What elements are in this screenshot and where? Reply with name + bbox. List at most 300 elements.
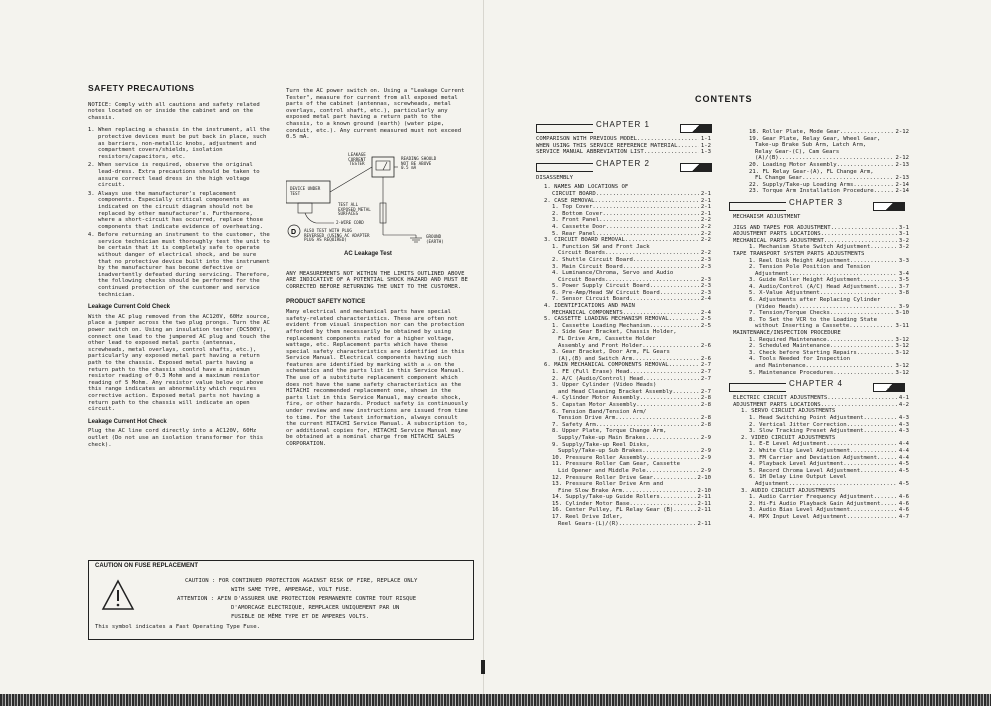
toc-leader-dots [864, 428, 897, 435]
toc-leader-dots [673, 389, 699, 396]
toc-entry-title: and Maintenance [755, 363, 806, 369]
toc-leader-dots [673, 507, 695, 514]
toc-entry [733, 448, 909, 455]
toc-page-number: 2-14 [895, 181, 909, 188]
toc-entry [536, 257, 711, 264]
toc-page-number: 2-5 [700, 316, 711, 323]
toc-entry-title: 2. Scheduled Maintenance [749, 343, 830, 350]
chapter-word: CHAPTER [789, 379, 835, 389]
toc-entry [733, 350, 909, 357]
toc-leader-dots [837, 162, 894, 169]
safety-item-2: 2. When service is required, observe the original lead-dress. Extra precautions should be taken to assure correct lead dress in the high voltage circuit. [98, 162, 271, 188]
toc-entry [733, 408, 909, 415]
toc-entry [536, 455, 711, 462]
caution-line-3: ATTENTION : AFIN D'ASSURER UNE PROTECTION PERMANENTE CONTRE TOUT RISQUE [177, 596, 417, 602]
shock-warning: ANY MEASUREMENTS NOT WITHIN THE LIMITS OUTLINED ABOVE ARE INDICATIVE OF A POTENTIAL SHOCK HAZARD AND MUST BE CORRECTED BEFORE RETURNING THE UNIT TO THE CUSTOMER. [286, 270, 468, 290]
toc-entry [733, 277, 909, 284]
toc-entry [733, 494, 909, 501]
product-safety-title: PRODUCT SAFETY NOTICE [286, 298, 366, 305]
chapter-3-label [789, 197, 843, 207]
toc-page-number: 3-5 [898, 277, 909, 284]
toc-entry-title: Assembly and Front Holder [558, 342, 643, 349]
svg-text:D: D [291, 228, 297, 236]
toc-page-number: 2-7 [700, 369, 711, 375]
toc-entry-title: 2. CASE REMOVAL [544, 197, 595, 204]
toc-page-number: 2-9 [700, 467, 711, 474]
toc-page-number: 2-11 [697, 520, 711, 527]
toc-page-number: 3-12 [895, 349, 909, 356]
toc-page-number: 1-2 [700, 142, 711, 149]
toc-leader-dots [643, 376, 699, 383]
toc-entry-title: COMPARISON WITH PREVIOUS MODEL [536, 136, 638, 142]
toc-page-number: 4-7 [898, 513, 909, 520]
toc-leader-dots [831, 225, 897, 232]
toc-leader-dots [596, 191, 699, 198]
toc-entry-title: Adjustment [755, 480, 789, 487]
toc-entry [536, 316, 711, 323]
toc-entry-title: 19. Gear Plate, Relay Gear, Wheel Gear, [749, 135, 881, 142]
toc-entry-title: 7. Sensor Circuit Board [552, 296, 630, 303]
toc-entry-title: Adjustment [755, 270, 789, 277]
toc-entry [733, 251, 909, 258]
toc-entry [733, 188, 909, 195]
toc-leader-dots [860, 468, 897, 475]
toc-entry-title: 21. FL Relay Gear-(A), FL Change Arm, [749, 168, 874, 175]
fuse-caution-box [88, 560, 474, 640]
toc-leader-dots [605, 250, 699, 257]
toc-entry-title: 15. Cylinder Motor Base [552, 500, 630, 507]
toc-entry [536, 250, 711, 257]
cold-check-title: Leakage Current Cold Check [88, 304, 171, 311]
toc-entry-title: and Head Cleaning Bracket Assembly [558, 388, 673, 395]
toc-leader-dots [864, 415, 897, 422]
toc-entry-title: MECHANICAL COMPONENTS [552, 309, 623, 316]
toc-leader-dots [799, 304, 897, 311]
toc-page-number: 2-2 [700, 230, 711, 237]
toc-page-number: 3-1 [898, 224, 909, 231]
notice-label: NOTICE: [88, 101, 112, 108]
toc-leader-dots [660, 494, 696, 501]
toc-leader-dots [850, 258, 897, 265]
toc-entry [536, 296, 711, 303]
toc-leader-dots [632, 356, 699, 363]
toc-entry [733, 337, 909, 344]
chapter-1-banner [536, 122, 711, 133]
toc-page-number: 2-11 [697, 507, 711, 514]
toc-leader-dots [820, 290, 897, 297]
toc-entry-title: FL Drive Arm, Cassette Holder [558, 336, 656, 343]
toc-entry-title: 13. Pressure Roller Drive Arm and [552, 481, 664, 488]
toc-entry [733, 415, 909, 422]
cold-check-text: With the AC plug removed from the AC120V, 60Hz source, place a jumper across the two plug prongs. Turn the AC power switch on. Using an insulation tester (DC500V), connect one lead to the jumpered AC plug and touch the other lead to exposed metal parts (antennas, screwheads, metal overlays, control shafts, etc.), particularly any exposed metal part having a return path to the chassis. Exposed metal parts having a return path to the chassis should have a minimum resistor reading of 0.3 Mohm and a maximum resistor reading of 5 Mohm. Any resistor value below or above this range indicates an abnormality which requires corrective action. Exposed metal parts not having a return path to the chassis will indicate an open circuit. [88, 313, 270, 413]
toc-entry-title: 7. Tension/Torque Checks [749, 310, 830, 317]
toc-entry [733, 162, 909, 169]
chapter-2-heading: DISASSEMBLY [536, 174, 574, 181]
toc-entry-title: (A),(B) and Switch Arm [558, 355, 633, 362]
toc-entry [536, 395, 711, 402]
diagram-caption: AC Leakage Test [344, 250, 392, 257]
toc-page-number: 2-3 [700, 283, 711, 290]
toc-page-number: 4-3 [898, 421, 909, 428]
toc-entry [733, 441, 909, 448]
toc-leader-dots [806, 363, 894, 370]
chapter-2-label [596, 158, 650, 168]
toc-entry [733, 461, 909, 468]
toc-entry [536, 501, 711, 508]
chapter-number: 4 [837, 379, 843, 389]
toc-entry-title: Tension Drive Arm [558, 415, 616, 422]
toc-leader-dots [605, 277, 699, 284]
toc-entry-title: 6. MAIN MECHANICAL COMPONENTS REMOVAL [544, 362, 669, 369]
toc-page-number: 2-7 [700, 388, 711, 395]
chapter-word: CHAPTER [596, 120, 642, 129]
toc-page-number: 2-9 [700, 454, 711, 461]
toc-entry-title: ADJUSTMENT PARTS LOCATIONS [733, 231, 821, 238]
toc-entry-title: 1. E-E Level Adjustment [749, 441, 827, 448]
toc-entry [536, 415, 711, 422]
toc-entry-title: Reel Gears-(L)/(R) [558, 520, 619, 527]
toc-page-number: 4-5 [898, 467, 909, 474]
toc-entry-title: 11. Pressure Roller Cam Gear, Cassette [552, 461, 680, 468]
toc-page-number: 2-2 [700, 237, 711, 244]
toc-entry-title: 3. Gear Bracket, Door Arm, FL Gears [552, 349, 670, 356]
chapter-banner-bar [729, 202, 786, 211]
toc-leader-dots [874, 494, 897, 501]
toc-entry [536, 356, 711, 363]
toc-leader-dots [653, 475, 695, 482]
toc-page-number: 2-11 [697, 494, 711, 501]
toc-entry-title: 3. Audio Bias Level Adjustment [749, 507, 851, 514]
toc-page-number: 3-12 [895, 363, 909, 369]
toc-entry-title: FL Change Gear [755, 175, 803, 182]
toc-entry-title: Supply/Take-up Main Brakes [558, 434, 646, 441]
toc-leader-dots [595, 198, 699, 205]
toc-leader-dots [650, 323, 699, 330]
toc-page-number: 3-12 [895, 336, 909, 343]
toc-entry [733, 395, 909, 402]
hot-check-continued: Turn the AC power switch on. Using a "Leakage Current Tester", measure for current from all exposed metal parts of the cabinet (antennas, screwheads, metal overlays, control shaft, etc.), particularly any exposed metal part having a return path to the chassis, to a known ground (earth) (water pipe, conduit, etc.). Any current measured must not exceed 0.5 mA. [286, 88, 465, 141]
toc-leader-dots [669, 362, 699, 369]
toc-entry [536, 507, 711, 514]
toc-leader-dots [642, 448, 699, 455]
toc-leader-dots [629, 369, 698, 376]
toc-entry [536, 329, 711, 336]
toc-entry [733, 363, 909, 370]
toc-entry-title: 1. Audio Carrier Frequency Adjustment [749, 494, 874, 501]
toc-leader-dots [606, 224, 699, 231]
toc-entry [536, 435, 711, 442]
chapter-banner-bar [536, 124, 593, 133]
toc-entry [536, 382, 711, 389]
toc-page-number: 2-12 [895, 129, 909, 135]
toc-page-number: 3-3 [898, 257, 909, 264]
toc-entry [536, 448, 711, 455]
toc-entry [536, 149, 711, 156]
toc-page-number: 2-1 [700, 190, 711, 197]
toc-page-number: 2-1 [700, 210, 711, 217]
chapter-1-list [536, 136, 711, 156]
toc-leader-dots [623, 310, 699, 317]
toc-entry-title: 4. Cylinder Motor Assembly [552, 395, 640, 402]
toc-leader-dots [646, 435, 699, 442]
toc-entry-title: 1. FE (Full Erase) Head [552, 369, 630, 375]
toc-entry [536, 264, 711, 271]
toc-entry [536, 237, 711, 244]
toc-leader-dots [874, 188, 894, 195]
toc-entry [536, 290, 711, 297]
toc-entry [733, 231, 909, 238]
toc-entry-title: 23. Torque Arm Installation Procedure [749, 188, 874, 195]
toc-entry [733, 149, 909, 156]
toc-page-number: 2-2 [700, 223, 711, 230]
chapter-1-label [596, 122, 650, 129]
caution-footer: This symbol indicates a Fast Operating Type Fuse. [95, 624, 261, 630]
leakage-diagram-drawing [286, 143, 470, 263]
toc-page-number: 3-2 [898, 237, 909, 244]
toc-entry-title: 3. Main Circuit Board [552, 263, 623, 270]
toc-page-number: 3-2 [898, 244, 909, 251]
toc-entry-title: 5. X-Value Adjustment [749, 290, 820, 297]
toc-entry-title: Circuit Boards [558, 276, 606, 283]
chapter-banner-bar [729, 383, 786, 392]
toc-entry-title: 1. Required Maintenance [749, 336, 827, 343]
warning-triangle-icon [101, 579, 135, 611]
toc-entry-title: ELECTRIC CIRCUIT ADJUSTMENTS [733, 395, 828, 402]
toc-leader-dots [599, 217, 699, 224]
toc-page-number: 2-13 [895, 161, 909, 168]
toc-leader-dots [847, 514, 897, 521]
toc-entry [536, 475, 711, 482]
toc-entry-title: 3. Slow Tracking Preset Adjustment [749, 428, 864, 435]
toc-entry-title: 2. Tension Pole Position and Tension [749, 264, 871, 271]
toc-page-number: 2-10 [697, 487, 711, 494]
toc-entry [536, 303, 711, 310]
caution-line-5: FUSIBLE DE MÊME TYPE ET DE AMPERES VOLTS. [231, 614, 370, 620]
toc-entry-title: 2. Bottom Cover [552, 210, 603, 217]
toc-leader-dots [596, 422, 699, 429]
toc-leader-dots [827, 395, 897, 402]
toc-entry [733, 182, 909, 189]
toc-page-number: 4-2 [898, 401, 909, 408]
toc-leader-dots [880, 501, 897, 508]
toc-leader-dots [877, 284, 897, 291]
toc-entry [536, 442, 711, 449]
toc-entry [536, 461, 711, 468]
toc-page-number: 2-9 [700, 434, 711, 441]
toc-entry [536, 422, 711, 429]
toc-page-number: 3-9 [898, 303, 909, 310]
toc-entry-title: 6. Pre-Amp/Head SW Circuit Board [552, 289, 660, 296]
toc-page-number: 4-3 [898, 414, 909, 421]
tester-label: LEAKAGE CURRENT TESTER [348, 151, 366, 167]
toc-entry-title: Relay Gear-(C), Cam Gears [755, 148, 840, 155]
toc-entry [733, 501, 909, 508]
toc-entry [733, 317, 909, 324]
hot-check-text: Plug the AC line cord directly into a AC120V, 60Hz outlet (Do not use an isolation transformer for this check). [88, 428, 264, 448]
toc-entry [733, 481, 909, 488]
toc-entry-title: 4. Luminance/Chroma, Servo and Audio [552, 270, 674, 277]
toc-entry-title: (Video Heads) [755, 303, 799, 310]
hot-check-title: Leakage Current Hot Check [88, 418, 167, 425]
toc-page-number: 2-13 [895, 175, 909, 182]
toc-leader-dots [644, 149, 699, 156]
toc-entry-title: 3. FM Carrier and Deviation Adjustment [749, 454, 877, 461]
toc-entry-title: 3. Guide Roller Height Adjustment [749, 277, 861, 284]
toc-entry-title: 4. IDENTIFICATIONS AND MAIN [544, 303, 635, 310]
toc-entry-title: 1. SERVO CIRCUIT ADJUSTMENTS [741, 408, 836, 415]
toc-entry [536, 283, 711, 290]
toc-leader-dots [619, 521, 696, 528]
toc-entry-title: Take-up Brake Sub Arm, Latch Arm, [755, 142, 867, 149]
scan-edge-strip [0, 694, 991, 706]
safety-item-3: 3. Always use the manufacturer's replacement components. Especially critical components as indicated on the circuit diagram should not be replaced by other manufacturer's. Furthermore, where a short-circuit has occurred, replace those components that indicate evidence of overheating. [98, 191, 271, 231]
toc-entry [733, 468, 909, 475]
toc-entry [536, 494, 711, 501]
toc-entry [733, 129, 909, 136]
toc-entry [536, 428, 711, 435]
toc-page-number: 2-6 [700, 355, 711, 362]
reading-label: READING SHOULD NOT BE ABOVE 0.5 mA [401, 155, 437, 171]
toc-entry [536, 402, 711, 409]
toc-entry-title: MAINTENANCE/INSPECTION PROCEDURE [733, 330, 841, 337]
toc-entry-title: 17. Reel Drive Idler, [552, 514, 623, 521]
notice [88, 102, 271, 122]
toc-entry-title: 5. CASSETTE LOADING MECHANISM REMOVAL [544, 316, 669, 323]
toc-page-number: 3-7 [898, 283, 909, 290]
toc-entry-title: WHEN USING THIS SERVICE REFERENCE MATERIAL [536, 142, 678, 149]
toc-page-number: 2-2 [700, 217, 711, 224]
caution-line-1: CAUTION : FOR CONTINUED PROTECTION AGAINST RISK OF FIRE, REPLACE ONLY [185, 578, 418, 584]
toc-entry [733, 343, 909, 350]
toc-entry [536, 369, 711, 376]
toc-leader-dots [802, 175, 893, 182]
toc-page-number: 4-5 [898, 480, 909, 487]
toc-entry [733, 310, 909, 317]
toc-leader-dots [633, 257, 699, 264]
chapter-banner-bar-end [680, 124, 712, 133]
toc-entry [733, 244, 909, 251]
chapter-banner-bar-end [873, 383, 905, 392]
toc-page-number: 2-7 [700, 362, 711, 369]
toc-page-number: 4-6 [898, 507, 909, 514]
contents-column-right [733, 129, 909, 520]
toc-page-number: 2-3 [700, 256, 711, 263]
toc-entry-title: 8. Upper Plate, Torque Change Arm, [552, 428, 667, 435]
toc-entry [733, 435, 909, 442]
toc-entry-title: 1. Function SW and Front Jack [552, 243, 650, 250]
toc-entry-title: 20. Loading Motor Assembly [749, 161, 837, 168]
toc-entry [733, 264, 909, 271]
caution-title: CAUTION ON FUSE REPLACEMENT [95, 563, 199, 569]
toc-entry-title: 2. Side Gear Bracket, Chassis Holder, [552, 329, 677, 336]
toc-leader-dots [636, 402, 699, 409]
toc-entry [733, 225, 909, 232]
toc-entry [733, 428, 909, 435]
toc-entry-title: 1. Top Cover [552, 204, 593, 211]
toc-leader-dots [642, 343, 699, 350]
test-all-label: TEST ALL EXPOSED METAL SURFACES [338, 201, 371, 217]
toc-entry [536, 270, 711, 277]
toc-leader-dots [592, 204, 698, 211]
toc-entry [733, 488, 909, 495]
toc-entry-title: 5. Power Supply Circuit Board [552, 283, 650, 290]
toc-leader-dots [860, 277, 897, 284]
toc-entry-title: 9. Supply/Take-up Reel Disks, [552, 441, 650, 448]
toc-entry-title: JIGS AND TAPES FOR ADJUSTMENT [733, 224, 831, 231]
toc-leader-dots [849, 323, 893, 330]
toc-entry-title: SERVICE MANUAL ABBREVIATION LIST [536, 149, 644, 156]
toc-entry [536, 336, 711, 343]
toc-page-number: 1-1 [700, 136, 711, 142]
toc-entry [733, 142, 909, 149]
toc-leader-dots [850, 448, 897, 455]
toc-page-number: 3-12 [895, 369, 909, 376]
toc-page-number: 3-1 [898, 231, 909, 238]
toc-entry [536, 217, 711, 224]
toc-entry-title: 4. Cassette Door [552, 223, 606, 230]
toc-page-number: 2-9 [700, 448, 711, 455]
toc-entry-title: 2. Hi-Fi Audio Playback Gain Adjustment [749, 500, 881, 507]
toc-page-number: 4-4 [898, 454, 909, 461]
toc-entry-title: 3. AUDIO CIRCUIT ADJUSTMENTS [741, 487, 836, 494]
toc-entry [536, 198, 711, 205]
fold-mark [481, 660, 485, 674]
toc-entry [733, 175, 909, 182]
toc-entry-title: 3. Check before Starting Repairs [749, 349, 857, 356]
toc-entry-title: Supply/Take-up Sub Brakes [558, 448, 643, 455]
toc-entry [536, 211, 711, 218]
chapter-number: 1 [644, 120, 650, 129]
toc-entry-title: 2. Vertical Jitter Correction [749, 421, 847, 428]
toc-page-number: 2-11 [697, 500, 711, 507]
toc-leader-dots [830, 343, 894, 350]
toc-entry [536, 409, 711, 416]
chapter-word: CHAPTER [596, 158, 642, 168]
toc-entry-title: MECHANICAL PARTS ADJUSTMENT [733, 237, 824, 244]
safety-column-right [286, 88, 470, 450]
toc-page-number: 2-1 [700, 197, 711, 204]
notice-text: Comply with all cautions and safety related notes located on or inside the cabinet and on the chassis. [88, 101, 260, 121]
toc-entry-title: 2. VIDEO CIRCUIT ADJUSTMENTS [741, 434, 836, 441]
toc-entry [536, 136, 711, 143]
toc-page-number: 2-8 [700, 395, 711, 402]
safety-item-1: 1. When replacing a chassis in the instrument, all the protective devices must be put back in place, such as barriers, non-metallic knobs, adjustment and compartment covers/shields, isolation resistors/capacitors, etc. [98, 127, 271, 160]
toc-page-number: 2-2 [700, 250, 711, 257]
toc-leader-dots [853, 182, 893, 189]
also-test-label: ALSO TEST WITH PLUG REVERSED (USING AC ADAPTER PLUG AS REQUIRED) [304, 227, 370, 243]
toc-entry-title: 10. Pressure Roller Assembly [552, 454, 647, 461]
toc-leader-dots [826, 441, 896, 448]
toc-entry [733, 297, 909, 304]
toc-page-number: 2-4 [700, 296, 711, 303]
safety-column-left [88, 85, 271, 450]
toc-leader-dots [821, 402, 897, 409]
toc-entry-title: 2. A/C (Audio/Control) Head [552, 375, 643, 382]
toc-entry [536, 389, 711, 396]
toc-entry [733, 422, 909, 429]
toc-entry [733, 402, 909, 409]
toc-entry-title: 6. Tension Band/Tension Arm/ [552, 408, 647, 415]
toc-entry-title: 3. Front Panel [552, 217, 600, 224]
toc-entry [536, 224, 711, 231]
toc-leader-dots [629, 296, 698, 303]
toc-entry [536, 376, 711, 383]
chapter-2-continued-list [733, 129, 909, 195]
product-safety-text: Many electrical and mechanical parts have special safety-related characteristics. These are often not evident from visual inspection nor can the protection afforded by them necessarily be obtained by using replacement components rated for a higher voltage, wattage, etc. Replacement parts which have these special safety characteristics are identified in this Service Manual. Electrical components having such features are identified by marking with a ⚠ on the schematics and the parts list in this Service Manual. The use of a substitute replacement component which does not have the same safety characteristics as the HITACHI recommended replacement one, shown in the parts list in this Service Manual, may create shock, fire, or other hazards. Product safety is continuously under review and new instructions are issued from time to time. For the latest information, always consult the current HITACHI Service Manual. A subscription to, or additional copies for, HITACHI Service Manual may be obtained at a nominal charge from HITACHI SALES CORPORATION. [286, 309, 468, 447]
toc-leader-dots [596, 231, 699, 238]
toc-page-number: 2-8 [700, 421, 711, 428]
toc-entry [536, 310, 711, 317]
